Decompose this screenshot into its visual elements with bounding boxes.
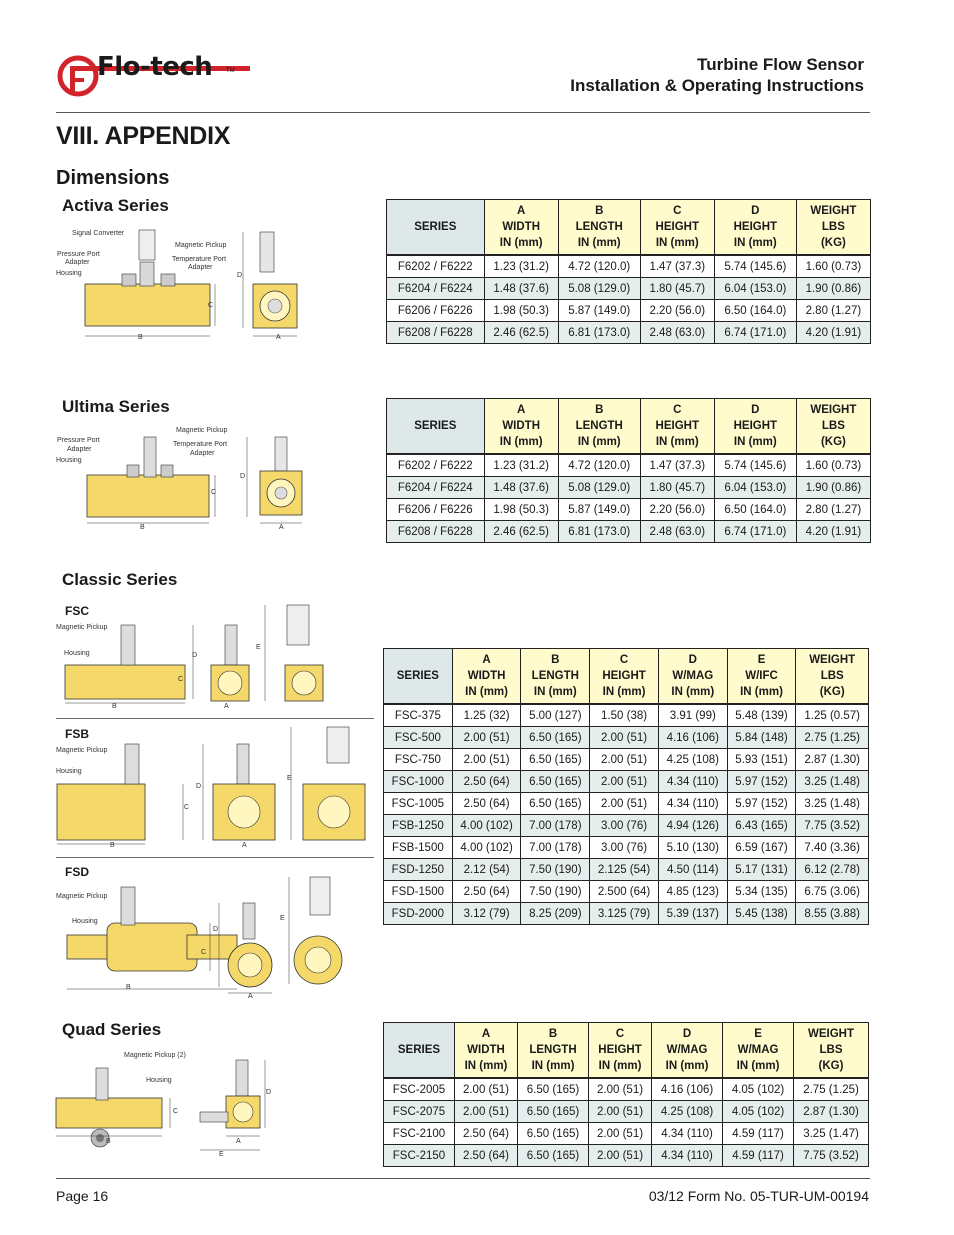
quad-dimensions-table [383, 1022, 869, 1167]
quad-table-cell: 4.16 (106) [652, 1078, 723, 1101]
classic-table-cell: 3.125 (79) [590, 903, 659, 925]
quad-table-cell: 2.75 (1.25) [794, 1078, 869, 1101]
classic-table-cell: 7.00 (178) [521, 837, 590, 859]
quad-table-cell: FSC-2075 [384, 1101, 455, 1123]
activa-table-cell: F6204 / F6224 [387, 278, 485, 300]
quad-header-cell: A WIDTH IN (mm) [454, 1023, 517, 1079]
activa-dimensions-table [386, 199, 871, 344]
quad-table-cell: 6.50 (165) [518, 1123, 589, 1145]
ultima-table-cell: 1.60 (0.73) [796, 454, 870, 477]
classic-table-cell: 5.93 (151) [727, 749, 796, 771]
fsb-dim-d: D [196, 783, 202, 790]
classic-table-cell: 5.48 (139) [727, 704, 796, 727]
quad-table-row [384, 1123, 869, 1145]
quad-header-cell: E W/MAG IN (mm) [723, 1023, 794, 1079]
classic-table-cell: 2.00 (51) [590, 793, 659, 815]
quad-label-magnetic-pickup: Magnetic Pickup (2) [124, 1052, 186, 1059]
fsb-divider [56, 857, 374, 858]
activa-label-pressure-port: Pressure Port [57, 251, 100, 258]
activa-label-temperature-port: Temperature Port [172, 256, 227, 263]
fsd-dim-e: E [280, 915, 285, 922]
ultima-dim-b: B [140, 524, 145, 531]
ultima-header-cell: WEIGHT LBS (KG) [796, 399, 870, 455]
classic-table-cell: 7.50 (190) [521, 859, 590, 881]
ultima-header-cell: D HEIGHT IN (mm) [714, 399, 796, 455]
ultima-table-cell: 4.72 (120.0) [558, 454, 640, 477]
quad-table-cell: 2.00 (51) [589, 1123, 652, 1145]
quad-header-cell: WEIGHT LBS (KG) [794, 1023, 869, 1079]
classic-table-cell: FSC-500 [384, 727, 453, 749]
quad-table-cell: 2.50 (64) [454, 1145, 517, 1167]
activa-table-cell: F6202 / F6222 [387, 255, 485, 278]
quad-table-cell: FSC-2150 [384, 1145, 455, 1167]
ultima-table-cell: F6202 / F6222 [387, 454, 485, 477]
activa-label-temp-adapter: Adapter [188, 264, 213, 271]
fsb-dimension-diagram [55, 722, 375, 852]
activa-table-row [387, 278, 871, 300]
quad-header-cell: C HEIGHT IN (mm) [589, 1023, 652, 1079]
fsc-divider [56, 718, 374, 719]
classic-table-cell: 5.97 (152) [727, 793, 796, 815]
ultima-dim-d: D [240, 473, 246, 480]
fsd-dim-a: A [248, 993, 253, 1000]
classic-table-cell: 5.00 (127) [521, 704, 590, 727]
activa-header-cell: B LENGTH IN (mm) [558, 200, 640, 256]
quad-table-cell: 4.34 (110) [652, 1123, 723, 1145]
ultima-table-cell: 2.46 (62.5) [484, 521, 558, 543]
activa-table-cell: 6.74 (171.0) [714, 322, 796, 344]
quad-dim-a: A [236, 1138, 241, 1145]
activa-series-title: Activa Series [62, 196, 169, 215]
classic-series-title: Classic Series [62, 570, 178, 589]
classic-header-cell: SERIES [384, 649, 453, 705]
classic-table-cell: 2.12 (54) [452, 859, 521, 881]
classic-table-cell: FSC-375 [384, 704, 453, 727]
activa-label-housing: Housing [56, 270, 82, 277]
fsb-dim-b: B [110, 842, 115, 849]
fsc-dim-e: E [256, 644, 261, 651]
activa-table-cell: 1.60 (0.73) [796, 255, 870, 278]
ultima-table-cell: 6.81 (173.0) [558, 521, 640, 543]
classic-table-cell: 8.55 (3.88) [796, 903, 869, 925]
ultima-table-cell: 2.20 (56.0) [640, 499, 714, 521]
classic-table-cell: 2.00 (51) [452, 727, 521, 749]
classic-table-cell: 2.50 (64) [452, 793, 521, 815]
activa-table-cell: 6.50 (164.0) [714, 300, 796, 322]
document-title-line2: Installation & Operating Instructions [570, 76, 864, 95]
classic-table-cell: 5.84 (148) [727, 727, 796, 749]
quad-table-cell: 4.59 (117) [723, 1145, 794, 1167]
classic-table-cell: 4.34 (110) [658, 771, 727, 793]
quad-table-row [384, 1101, 869, 1123]
classic-header-cell: WEIGHT LBS (KG) [796, 649, 869, 705]
quad-table-cell: 4.59 (117) [723, 1123, 794, 1145]
activa-dim-c: C [208, 302, 214, 309]
header-divider [56, 112, 870, 113]
classic-table-cell: 4.25 (108) [658, 749, 727, 771]
quad-table-cell: 4.05 (102) [723, 1078, 794, 1101]
ultima-table-cell: 1.80 (45.7) [640, 477, 714, 499]
classic-table-cell: 4.50 (114) [658, 859, 727, 881]
quad-table-cell: 4.05 (102) [723, 1101, 794, 1123]
ultima-table-row [387, 521, 871, 543]
fsc-label-housing: Housing [64, 650, 90, 657]
classic-table-cell: 4.94 (126) [658, 815, 727, 837]
activa-table-cell: 5.87 (149.0) [558, 300, 640, 322]
footer-divider [56, 1178, 870, 1179]
classic-table-cell: 6.50 (165) [521, 793, 590, 815]
classic-table-row [384, 727, 869, 749]
ultima-header-cell: A WIDTH IN (mm) [484, 399, 558, 455]
fsb-dim-a: A [242, 842, 247, 849]
activa-table-cell: F6208 / F6228 [387, 322, 485, 344]
activa-header-cell: D HEIGHT IN (mm) [714, 200, 796, 256]
ultima-table-cell: F6208 / F6228 [387, 521, 485, 543]
ultima-table-cell: 5.74 (145.6) [714, 454, 796, 477]
classic-table-cell: FSB-1250 [384, 815, 453, 837]
classic-table-row [384, 749, 869, 771]
quad-table-cell: 6.50 (165) [518, 1078, 589, 1101]
fsd-dim-d: D [213, 926, 219, 933]
ultima-header-cell: SERIES [387, 399, 485, 455]
classic-table-cell: 6.12 (2.78) [796, 859, 869, 881]
ultima-table-row [387, 477, 871, 499]
quad-dim-d: D [266, 1089, 272, 1096]
classic-table-cell: 8.25 (209) [521, 903, 590, 925]
quad-table-cell: FSC-2005 [384, 1078, 455, 1101]
activa-table-cell: 1.48 (37.6) [484, 278, 558, 300]
activa-dim-b: B [138, 334, 143, 341]
fsd-label-housing: Housing [72, 918, 98, 925]
activa-label-magnetic-pickup: Magnetic Pickup [175, 242, 227, 249]
ultima-dimensions-table [386, 398, 871, 543]
classic-table-cell: 3.00 (76) [590, 815, 659, 837]
ultima-table-cell: 6.04 (153.0) [714, 477, 796, 499]
classic-table-cell: 7.00 (178) [521, 815, 590, 837]
quad-label-housing: Housing [146, 1077, 172, 1084]
activa-table-cell: 2.20 (56.0) [640, 300, 714, 322]
ultima-table-cell: 6.74 (171.0) [714, 521, 796, 543]
quad-table-cell: 4.34 (110) [652, 1145, 723, 1167]
quad-table-cell: 6.50 (165) [518, 1145, 589, 1167]
classic-table-cell: 5.34 (135) [727, 881, 796, 903]
quad-table-cell: 2.87 (1.30) [794, 1101, 869, 1123]
ultima-label-temp-adapter: Adapter [190, 450, 215, 457]
quad-table-cell: 2.00 (51) [454, 1078, 517, 1101]
activa-table-cell: 2.80 (1.27) [796, 300, 870, 322]
fsc-dim-d: D [192, 652, 198, 659]
activa-label-adapter: Adapter [65, 259, 90, 266]
classic-header-cell: A WIDTH IN (mm) [452, 649, 521, 705]
ultima-table-cell: 2.48 (63.0) [640, 521, 714, 543]
ultima-label-temperature-port: Temperature Port [173, 441, 228, 448]
classic-table-cell: 4.16 (106) [658, 727, 727, 749]
classic-table-cell: 2.87 (1.30) [796, 749, 869, 771]
fsd-dimension-diagram [55, 865, 375, 1005]
fsb-label-magnetic-pickup: Magnetic Pickup [56, 747, 108, 754]
quad-header-cell: D W/MAG IN (mm) [652, 1023, 723, 1079]
fsc-subtitle: FSC [65, 604, 89, 618]
classic-table-cell: 4.34 (110) [658, 793, 727, 815]
ultima-dim-a: A [279, 524, 284, 531]
quad-dim-c: C [173, 1108, 179, 1115]
ultima-table-row [387, 454, 871, 477]
activa-table-row [387, 255, 871, 278]
subsection-title: Dimensions [56, 167, 170, 189]
activa-table-cell: 2.46 (62.5) [484, 322, 558, 344]
activa-table-cell: 6.04 (153.0) [714, 278, 796, 300]
activa-dimension-diagram [55, 222, 305, 347]
classic-table-row [384, 903, 869, 925]
ultima-table-cell: 1.90 (0.86) [796, 477, 870, 499]
quad-table-cell: 2.50 (64) [454, 1123, 517, 1145]
ultima-table-cell: 2.80 (1.27) [796, 499, 870, 521]
ultima-table-cell: F6204 / F6224 [387, 477, 485, 499]
classic-table-cell: FSD-1500 [384, 881, 453, 903]
quad-table-cell: 2.00 (51) [589, 1078, 652, 1101]
ultima-table-cell: 5.08 (129.0) [558, 477, 640, 499]
ultima-table-cell: 5.87 (149.0) [558, 499, 640, 521]
classic-table-cell: 1.25 (0.57) [796, 704, 869, 727]
activa-header-cell: WEIGHT LBS (KG) [796, 200, 870, 256]
classic-table-cell: FSB-1500 [384, 837, 453, 859]
classic-table-cell: FSC-1005 [384, 793, 453, 815]
classic-table-row [384, 859, 869, 881]
classic-table-cell: 2.75 (1.25) [796, 727, 869, 749]
fsd-dim-b: B [126, 984, 131, 991]
quad-table-cell: 2.00 (51) [454, 1101, 517, 1123]
classic-table-cell: 5.10 (130) [658, 837, 727, 859]
classic-table-cell: 5.39 (137) [658, 903, 727, 925]
activa-header-cell: SERIES [387, 200, 485, 256]
ultima-label-pressure-port: Pressure Port [57, 437, 100, 444]
document-title-line1: Turbine Flow Sensor [697, 55, 864, 74]
classic-table-cell: 4.00 (102) [452, 815, 521, 837]
activa-table-cell: 5.74 (145.6) [714, 255, 796, 278]
activa-table-cell: F6206 / F6226 [387, 300, 485, 322]
quad-header-cell: B LENGTH IN (mm) [518, 1023, 589, 1079]
classic-header-cell: B LENGTH IN (mm) [521, 649, 590, 705]
fsb-label-housing: Housing [56, 768, 82, 775]
form-number: 03/12 Form No. 05-TUR-UM-00194 [648, 1188, 869, 1204]
classic-table-cell: 5.97 (152) [727, 771, 796, 793]
activa-table-cell: 6.81 (173.0) [558, 322, 640, 344]
classic-header-cell: E W/IFC IN (mm) [727, 649, 796, 705]
activa-dim-d: D [237, 272, 243, 279]
ultima-table-cell: 1.48 (37.6) [484, 477, 558, 499]
quad-table-cell: 2.00 (51) [589, 1145, 652, 1167]
classic-table-row [384, 793, 869, 815]
classic-table-cell: 2.00 (51) [590, 727, 659, 749]
classic-table-cell: 4.85 (123) [658, 881, 727, 903]
fsd-dim-c: C [201, 949, 207, 956]
classic-table-cell: 2.00 (51) [590, 771, 659, 793]
classic-table-cell: 6.50 (165) [521, 727, 590, 749]
ultima-table-cell: F6206 / F6226 [387, 499, 485, 521]
classic-table-cell: 2.125 (54) [590, 859, 659, 881]
classic-table-cell: 3.12 (79) [452, 903, 521, 925]
fsd-subtitle: FSD [65, 865, 89, 879]
activa-table-cell: 1.47 (37.3) [640, 255, 714, 278]
fsb-subtitle: FSB [65, 727, 89, 741]
classic-table-cell: 2.00 (51) [452, 749, 521, 771]
fsc-dimension-diagram [55, 600, 375, 715]
activa-header-cell: A WIDTH IN (mm) [484, 200, 558, 256]
classic-table-cell: FSC-1000 [384, 771, 453, 793]
classic-table-row [384, 837, 869, 859]
classic-table-cell: 5.17 (131) [727, 859, 796, 881]
section-title: VIII. APPENDIX [56, 122, 231, 150]
classic-table-cell: 4.00 (102) [452, 837, 521, 859]
classic-table-cell: 7.75 (3.52) [796, 815, 869, 837]
fsd-label-magnetic-pickup: Magnetic Pickup [56, 893, 108, 900]
classic-table-cell: 3.00 (76) [590, 837, 659, 859]
activa-table-cell: 1.98 (50.3) [484, 300, 558, 322]
fsc-label-magnetic-pickup: Magnetic Pickup [56, 624, 108, 631]
activa-table-cell: 2.48 (63.0) [640, 322, 714, 344]
fsc-dim-b: B [112, 703, 117, 710]
activa-table-cell: 5.08 (129.0) [558, 278, 640, 300]
quad-table-cell: 2.00 (51) [589, 1101, 652, 1123]
classic-table-cell: 6.50 (165) [521, 749, 590, 771]
fsc-dim-c: C [178, 676, 184, 683]
fsb-dim-c: C [184, 804, 190, 811]
classic-table-cell: 2.50 (64) [452, 771, 521, 793]
quad-dim-b: B [106, 1138, 111, 1145]
ultima-dim-c: C [211, 489, 217, 496]
fsb-dim-e: E [287, 775, 292, 782]
activa-table-row [387, 322, 871, 344]
classic-table-cell: 6.75 (3.06) [796, 881, 869, 903]
logo-trademark: TM [226, 68, 235, 74]
classic-table-cell: 3.25 (1.48) [796, 793, 869, 815]
classic-table-row [384, 704, 869, 727]
classic-table-row [384, 771, 869, 793]
quad-header-cell: SERIES [384, 1023, 455, 1079]
ultima-table-cell: 1.23 (31.2) [484, 454, 558, 477]
activa-table-cell: 1.80 (45.7) [640, 278, 714, 300]
classic-table-row [384, 881, 869, 903]
ultima-series-title: Ultima Series [62, 397, 170, 416]
ultima-header-cell: C HEIGHT IN (mm) [640, 399, 714, 455]
quad-dimension-diagram [50, 1050, 290, 1160]
classic-table-cell: 2.00 (51) [590, 749, 659, 771]
classic-table-cell: 1.25 (32) [452, 704, 521, 727]
quad-series-title: Quad Series [62, 1020, 162, 1039]
ultima-table-cell: 1.47 (37.3) [640, 454, 714, 477]
classic-table-cell: 2.500 (64) [590, 881, 659, 903]
fsc-dim-a: A [224, 703, 229, 710]
quad-dim-e: E [219, 1151, 224, 1158]
quad-table-cell: 3.25 (1.47) [794, 1123, 869, 1145]
classic-header-cell: D W/MAG IN (mm) [658, 649, 727, 705]
classic-table-cell: FSD-1250 [384, 859, 453, 881]
quad-table-row [384, 1145, 869, 1167]
activa-table-cell: 1.23 (31.2) [484, 255, 558, 278]
quad-table-cell: 4.25 (108) [652, 1101, 723, 1123]
classic-table-cell: 7.50 (190) [521, 881, 590, 903]
classic-table-cell: 3.25 (1.48) [796, 771, 869, 793]
ultima-label-magnetic-pickup: Magnetic Pickup [176, 427, 228, 434]
classic-table-cell: 6.50 (165) [521, 771, 590, 793]
activa-header-cell: C HEIGHT IN (mm) [640, 200, 714, 256]
activa-table-cell: 4.20 (1.91) [796, 322, 870, 344]
quad-table-cell: 6.50 (165) [518, 1101, 589, 1123]
quad-table-row [384, 1078, 869, 1101]
ultima-label-housing: Housing [56, 457, 82, 464]
activa-dim-a: A [276, 334, 281, 341]
classic-table-cell: 7.40 (3.36) [796, 837, 869, 859]
classic-table-cell: 1.50 (38) [590, 704, 659, 727]
ultima-label-adapter: Adapter [67, 446, 92, 453]
ultima-table-row [387, 499, 871, 521]
classic-table-cell: 5.45 (138) [727, 903, 796, 925]
activa-table-cell: 1.90 (0.86) [796, 278, 870, 300]
classic-table-cell: FSC-750 [384, 749, 453, 771]
document-title [570, 54, 864, 96]
classic-dimensions-table [383, 648, 869, 925]
classic-table-cell: 6.59 (167) [727, 837, 796, 859]
classic-table-cell: 2.50 (64) [452, 881, 521, 903]
page-number: Page 16 [56, 1188, 109, 1204]
ultima-table-cell: 6.50 (164.0) [714, 499, 796, 521]
activa-table-cell: 4.72 (120.0) [558, 255, 640, 278]
classic-table-cell: 6.43 (165) [727, 815, 796, 837]
activa-label-signal-converter: Signal Converter [72, 230, 125, 237]
activa-table-row [387, 300, 871, 322]
ultima-table-cell: 1.98 (50.3) [484, 499, 558, 521]
ultima-table-cell: 4.20 (1.91) [796, 521, 870, 543]
quad-table-cell: FSC-2100 [384, 1123, 455, 1145]
ultima-header-cell: B LENGTH IN (mm) [558, 399, 640, 455]
classic-header-cell: C HEIGHT IN (mm) [590, 649, 659, 705]
classic-table-cell: 3.91 (99) [658, 704, 727, 727]
quad-table-cell: 7.75 (3.52) [794, 1145, 869, 1167]
classic-table-cell: FSD-2000 [384, 903, 453, 925]
logo-text: Flo-tech [97, 52, 213, 82]
classic-table-row [384, 815, 869, 837]
